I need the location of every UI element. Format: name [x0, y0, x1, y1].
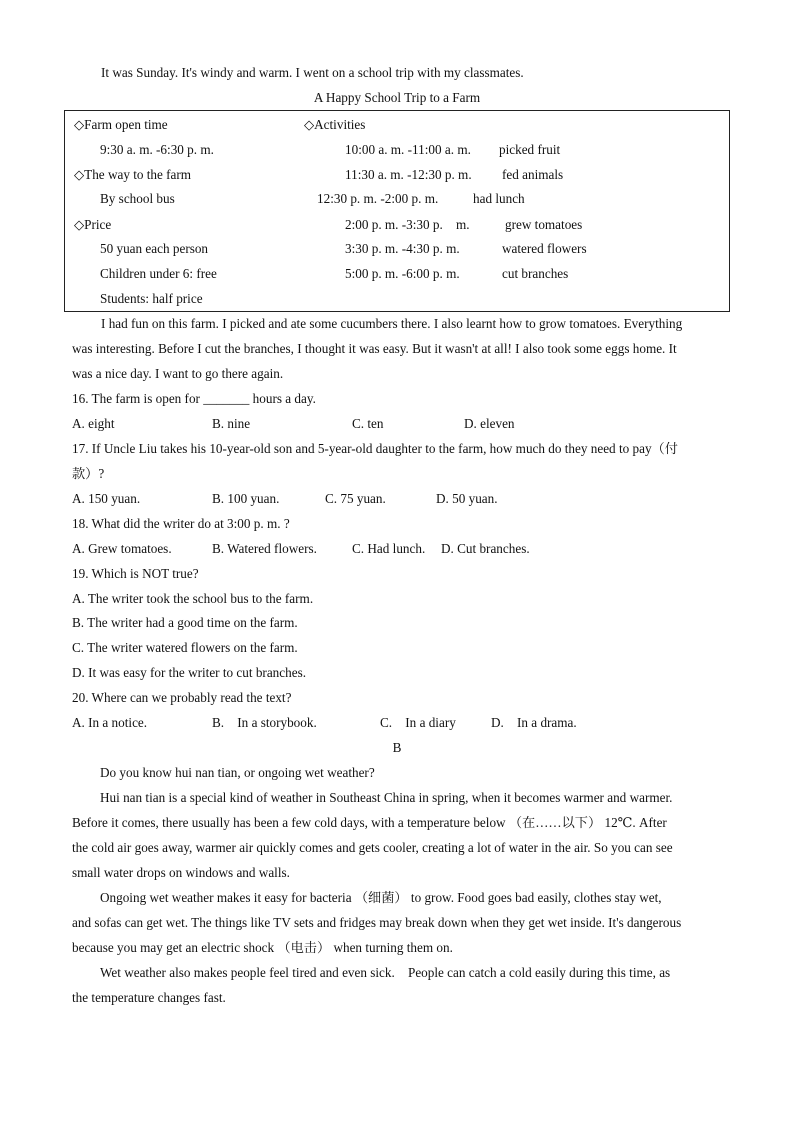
paragraph-line: the temperature changes fast. — [72, 990, 226, 1005]
section-heading: B — [392, 740, 402, 755]
option-d: D. eleven — [464, 416, 515, 431]
table-title: A Happy School Trip to a Farm — [313, 90, 481, 105]
activity-name: cut branches — [502, 266, 569, 281]
question-stem: 17. If Uncle Liu takes his 10-year-old son and 5-year-old daughter to the farm, how much do they need to pay（付 — [72, 441, 678, 456]
option-b: B. 100 yuan. — [212, 491, 280, 506]
activity-name: watered flowers — [502, 241, 587, 256]
paragraph-line: small water drops on windows and walls. — [72, 865, 290, 880]
activity-time: 11:30 a. m. -12:30 p. m. — [345, 167, 472, 182]
option-b: B. nine — [212, 416, 251, 431]
question-stem: 19. Which is NOT true? — [72, 566, 199, 581]
activity-time: 5:00 p. m. -6:00 p. m. — [345, 266, 460, 281]
activities-heading: ◇Activities — [304, 117, 366, 132]
option-a: A. The writer took the school bus to the farm. — [72, 591, 314, 606]
option-b: B. The writer had a good time on the farm. — [72, 615, 298, 630]
option-c: C. In a diary — [380, 715, 456, 730]
price-value: Children under 6: free — [100, 266, 217, 281]
option-c: C. Had lunch. — [352, 541, 426, 556]
question-stem: 18. What did the writer do at 3:00 p. m. ? — [72, 516, 290, 531]
option-a: A. In a notice. — [72, 715, 148, 730]
option-b: B. In a storybook. — [212, 715, 317, 730]
way-value: By school bus — [100, 191, 175, 206]
paragraph-line: was a nice day. I want to go there again. — [72, 366, 284, 381]
option-a: A. 150 yuan. — [72, 491, 141, 506]
paragraph-line: because you may get an electric shock （电击） when turning them on. — [72, 940, 453, 955]
open-time-value: 9:30 a. m. -6:30 p. m. — [100, 142, 214, 157]
activity-time: 3:30 p. m. -4:30 p. m. — [345, 241, 460, 256]
option-a: A. Grew tomatoes. — [72, 541, 172, 556]
price-heading: ◇Price — [74, 217, 112, 232]
question-stem-cont: 款）? — [72, 466, 105, 481]
option-d: D. Cut branches. — [441, 541, 530, 556]
paragraph-line: was interesting. Before I cut the branches, I thought it was easy. But it wasn't at all! I also took some eggs home. It — [72, 341, 677, 356]
paragraph-line: Hui nan tian is a special kind of weather in Southeast China in spring, when it becomes warmer and warmer. — [100, 790, 673, 805]
option-c: C. ten — [352, 416, 384, 431]
intro-text: It was Sunday. It's windy and warm. I went on a school trip with my classmates. — [101, 65, 524, 80]
option-d: D. In a drama. — [491, 715, 577, 730]
question-stem: 20. Where can we probably read the text? — [72, 690, 292, 705]
open-time-heading: ◇Farm open time — [74, 117, 168, 132]
paragraph-line: the cold air goes away, warmer air quickly comes and gets cooler, creating a lot of water in the air. So you can see — [72, 840, 673, 855]
price-value: Students: half price — [100, 291, 203, 306]
way-heading: ◇The way to the farm — [74, 167, 192, 182]
activity-name: grew tomatoes — [505, 217, 583, 232]
activity-name: picked fruit — [499, 142, 561, 157]
paragraph-line: Do you know hui nan tian, or ongoing wet weather? — [100, 765, 375, 780]
activity-time: 12:30 p. m. -2:00 p. m. — [317, 191, 439, 206]
paragraph-line: I had fun on this farm. I picked and ate some cucumbers there. I also learnt how to grow tomatoes. Everything — [101, 316, 683, 331]
question-stem: 16. The farm is open for _______ hours a day. — [72, 391, 316, 406]
activity-time: 10:00 a. m. -11:00 a. m. — [345, 142, 471, 157]
option-a: A. eight — [72, 416, 115, 431]
activity-name: had lunch — [473, 191, 525, 206]
paragraph-line: Wet weather also makes people feel tired and even sick. People can catch a cold easily during this time, as — [100, 965, 671, 980]
option-d: D. It was easy for the writer to cut branches. — [72, 665, 306, 680]
option-c: C. The writer watered flowers on the farm. — [72, 640, 298, 655]
option-d: D. 50 yuan. — [436, 491, 498, 506]
activity-name: fed animals — [502, 167, 564, 182]
price-value: 50 yuan each person — [100, 241, 209, 256]
activity-time: 2:00 p. m. -3:30 p. m. — [345, 217, 470, 232]
option-b: B. Watered flowers. — [212, 541, 317, 556]
paragraph-line: Ongoing wet weather makes it easy for bacteria （细菌） to grow. Food goes bad easily, clothes stay wet, — [100, 890, 662, 905]
paragraph-line: and sofas can get wet. The things like TV sets and fridges may break down when they get wet inside. It's dangerous — [72, 915, 682, 930]
option-c: C. 75 yuan. — [325, 491, 386, 506]
paragraph-line: Before it comes, there usually has been a few cold days, with a temperature below （在……以下） 12℃. After — [72, 815, 667, 830]
